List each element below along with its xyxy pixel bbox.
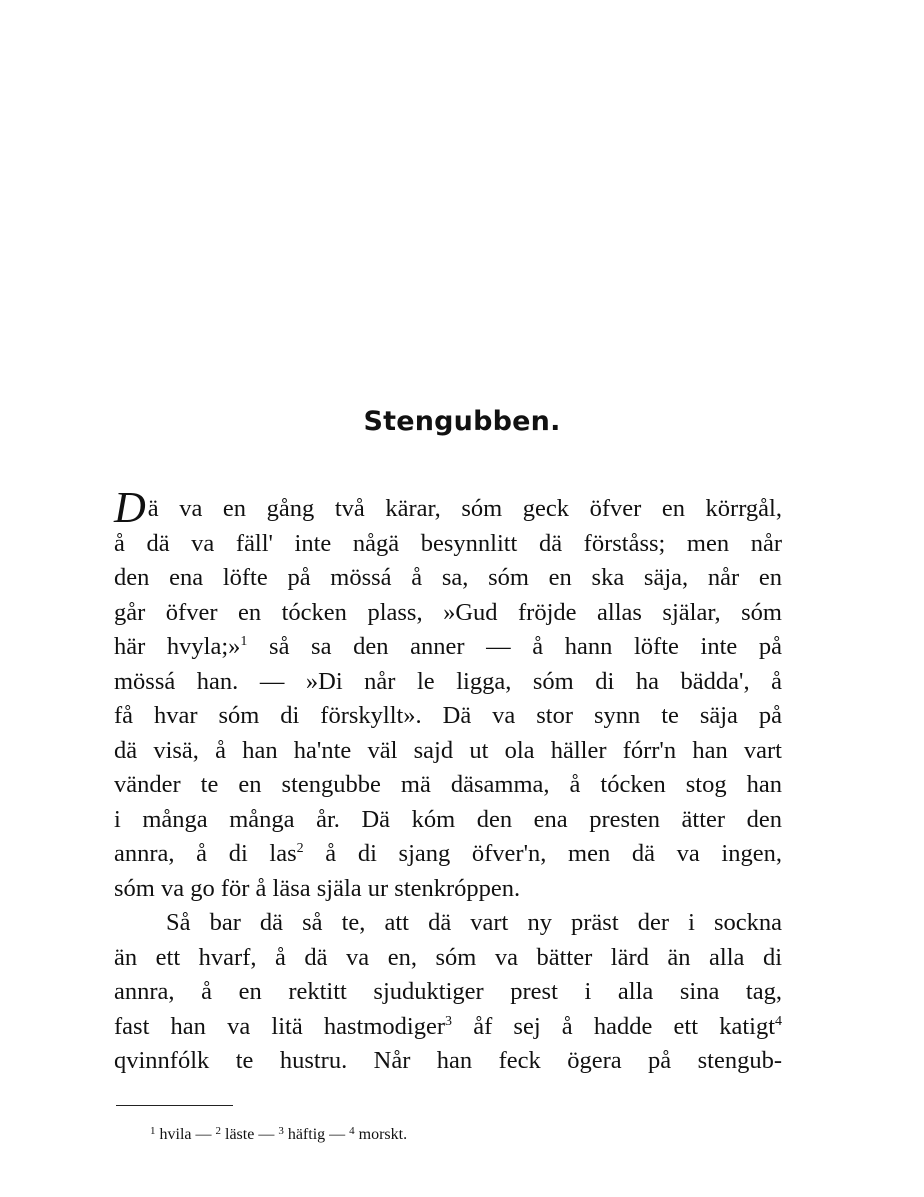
footnote-ref: 2 (296, 841, 304, 856)
footnote-ref: 4 (775, 1013, 783, 1029)
text-line: den ena löfte på mössá å sa, sóm en ska säja, når en (114, 564, 782, 591)
footnotes (150, 1126, 407, 1144)
chapter-title: Stengubben. (363, 406, 561, 437)
text-line: å dä va fäll' inte någä besynnlitt dä förståss; men når (114, 529, 782, 557)
text-line: här hvyla;»$^1$ så sa den anner — å hann löfte inte på (114, 633, 782, 660)
text-line: annra, å di las$^2$ å di sjang öfver'n, men dä va ingen, (114, 840, 782, 867)
paragraph-1 (114, 483, 782, 906)
footnote-item: $^2$ läste (215, 1125, 255, 1143)
footnote-separator: — (195, 1126, 212, 1143)
text-line: Så bar dä så te, att dä vart ny präst der i sockna (166, 909, 782, 936)
footnote-item: $^3$ häftig (278, 1125, 326, 1143)
text-line: qvinnfólk te hustru. Når han feck ögera på stengub- (114, 1047, 782, 1074)
text-line: sóm va go för å läsa själa ur stenkróppen. (114, 874, 521, 902)
footnote-item: $^4$ morskt. (349, 1125, 408, 1143)
text-line: annra, å en rektitt sjuduktiger prest i alla sina tag, (114, 978, 782, 1005)
text-line: går öfver en tócken plass, »Gud fröjde allas själar, sóm (114, 598, 782, 626)
footnote-separator: — (329, 1126, 346, 1143)
footnote-ref: 3 (445, 1013, 453, 1029)
paragraph-2 (114, 906, 782, 1079)
drop-cap: D (114, 483, 146, 532)
text-line: mössá han. — »Di når le ligga, sóm di ha bädda', å (114, 667, 782, 695)
text-line: än ett hvarf, å dä va en, sóm va bätter lärd än alla di (114, 943, 782, 971)
text-line: vänder te en stengubbe mä däsamma, å tócken stog han (114, 771, 782, 798)
text-line: fast han va litä hastmodiger$^3$ åf sej å hadde ett katigt$^4$ (114, 1012, 783, 1040)
body-text (114, 483, 783, 1079)
footnote-ref: 1 (240, 634, 248, 649)
text-line: dä visä, å han ha'nte väl sajd ut ola häller fórr'n han vart (114, 736, 782, 764)
footnote-separator: — (258, 1126, 275, 1143)
footnote-rule (116, 1105, 233, 1106)
text-line: få hvar sóm di förskyllt». Dä va stor synn te säja på (114, 702, 782, 729)
text-line: i många många år. Dä kóm den ena presten ätter den (114, 805, 782, 833)
footnote-item: $^1$ hvila (150, 1125, 192, 1143)
text-line: Dä va en gång två kärar, sóm geck öfver en körrgål, (114, 483, 782, 532)
